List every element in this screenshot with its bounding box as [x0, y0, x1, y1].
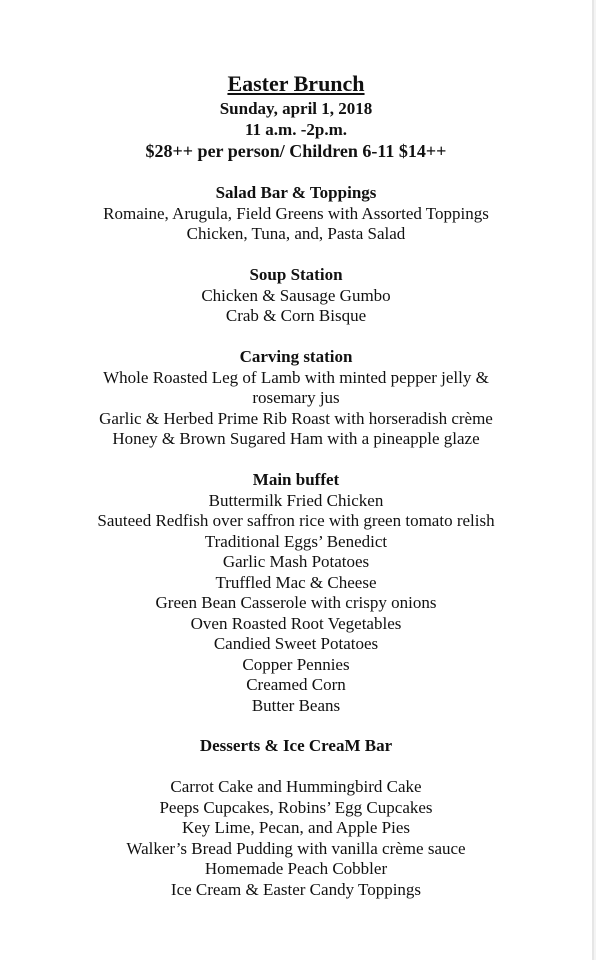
desserts-section — [0, 736, 592, 900]
menu-item: Homemade Peach Cobbler — [204, 859, 388, 878]
event-date: Sunday, april 1, 2018 — [219, 99, 373, 118]
menu-item: Garlic & Herbed Prime Rib Roast with horseradish crème — [99, 408, 493, 428]
carving-station-section — [0, 347, 592, 450]
menu-item: Crab & Corn Bisque — [225, 306, 367, 325]
section-heading: Salad Bar & Toppings — [215, 183, 377, 202]
menu-item: Buttermilk Fried Chicken — [208, 490, 384, 510]
event-time: 11 a.m. -2p.m. — [245, 120, 347, 139]
menu-item: Truffled Mac & Cheese — [215, 572, 377, 592]
section-heading: Carving station — [239, 347, 353, 366]
menu-item: Garlic Mash Potatoes — [222, 552, 370, 571]
menu-item: Whole Roasted Leg of Lamb with minted pepper jelly & rosemary jus — [103, 367, 489, 407]
menu-title: Easter Brunch — [227, 71, 365, 96]
menu-item: Traditional Eggs’ Benedict — [204, 531, 388, 551]
event-price: $28++ per person/ Children 6-11 $14++ — [145, 141, 447, 161]
menu-item: Walker’s Bread Pudding with vanilla crème sauce — [126, 838, 466, 858]
menu-item: Chicken, Tuna, and, Pasta Salad — [186, 224, 406, 243]
menu-item: Sauteed Redfish over saffron rice with green tomato relish — [97, 511, 495, 530]
menu-item: Peeps Cupcakes, Robins’ Egg Cupcakes — [159, 797, 433, 817]
soup-station-section — [0, 265, 592, 327]
menu-item: Chicken & Sausage Gumbo — [201, 285, 391, 305]
section-heading: Main buffet — [252, 470, 340, 489]
menu-item: Copper Pennies — [242, 654, 350, 674]
menu-item: Oven Roasted Root Vegetables — [190, 613, 402, 633]
main-buffet-section — [0, 470, 592, 716]
menu-item: Romaine, Arugula, Field Greens with Assorted Toppings — [103, 203, 489, 223]
salad-bar-section — [0, 183, 592, 245]
menu-item: Green Bean Casserole with crispy onions — [155, 593, 437, 612]
section-heading: Desserts & Ice CreaM Bar — [199, 736, 393, 755]
menu-item: Creamed Corn — [246, 675, 346, 694]
menu-item: Honey & Brown Sugared Ham with a pineapple glaze — [112, 429, 480, 448]
spacer — [0, 757, 592, 778]
menu-item: Key Lime, Pecan, and Apple Pies — [181, 818, 411, 837]
menu-item: Candied Sweet Potatoes — [213, 634, 379, 653]
section-heading: Soup Station — [249, 265, 343, 284]
menu-item: Butter Beans — [251, 695, 341, 715]
menu-item: Ice Cream & Easter Candy Toppings — [170, 879, 422, 899]
menu-item: Carrot Cake and Hummingbird Cake — [170, 777, 422, 796]
